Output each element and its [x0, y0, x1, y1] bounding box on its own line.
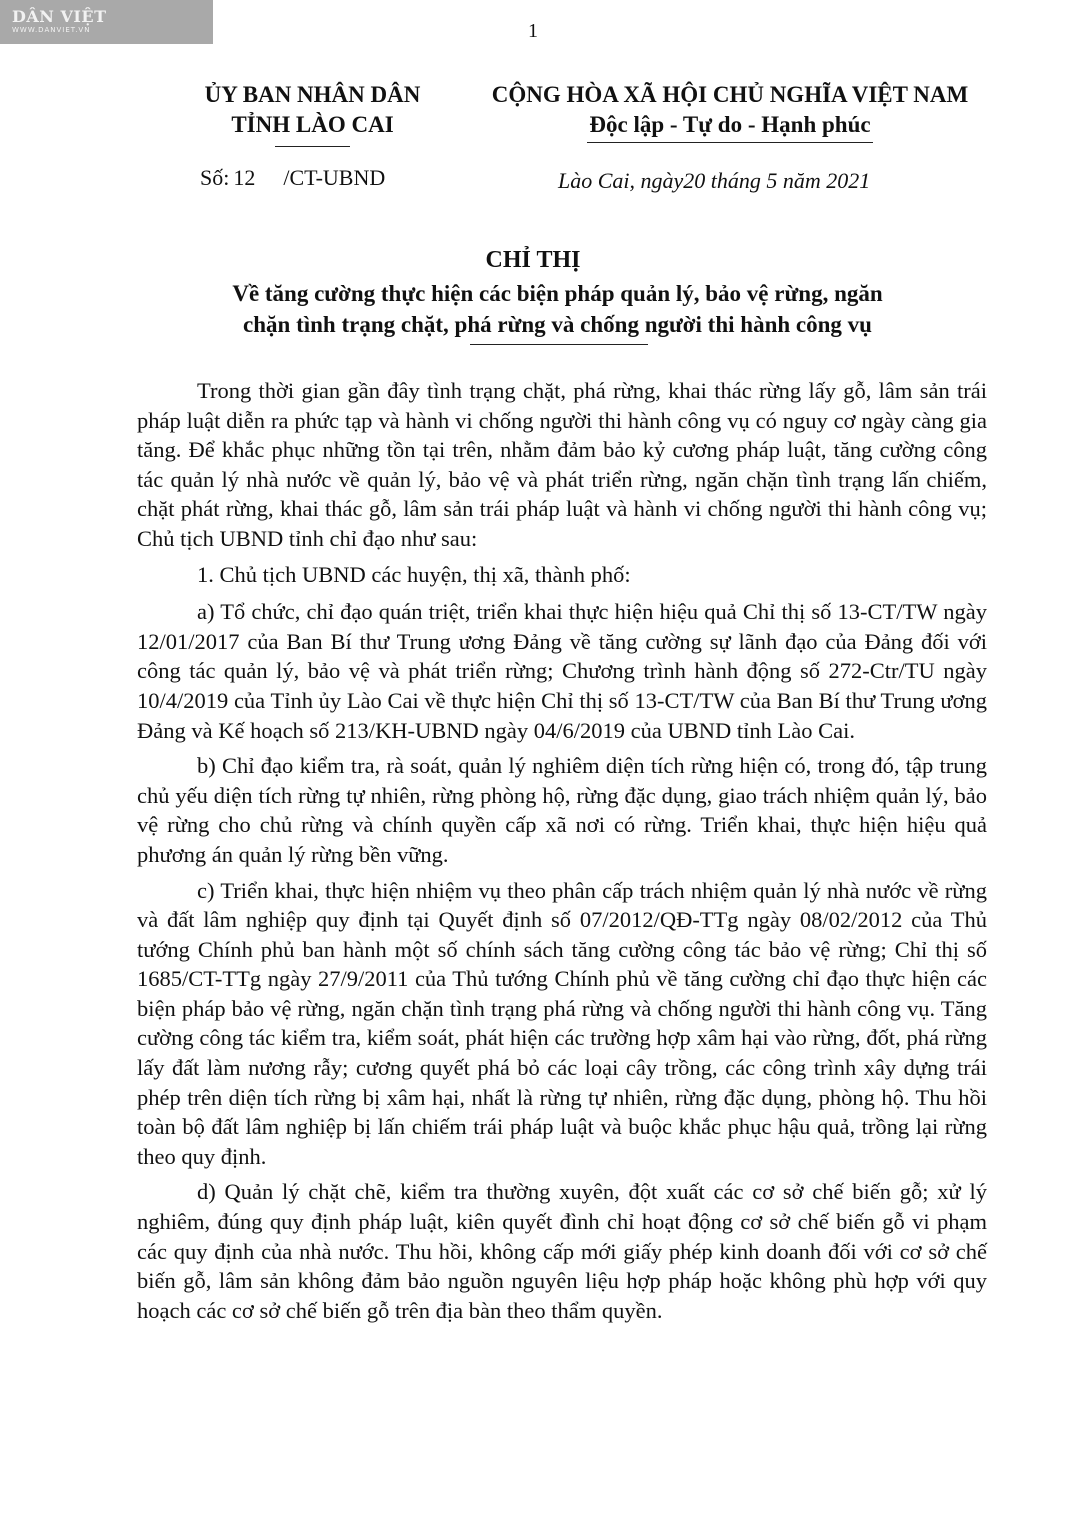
- subject-line2: chặn tình trạng chặt, phá rừng và chống người thi hành công vụ: [243, 312, 872, 337]
- country-name: CỘNG HÒA XÃ HỘI CHỦ NGHĨA VIỆT NAM: [491, 82, 969, 107]
- issuer-line1: ỦY BAN NHÂN DÂN: [204, 82, 421, 107]
- issuer-divider: [275, 146, 350, 147]
- document-number-prefix: Số:: [200, 165, 230, 190]
- national-header: [465, 80, 995, 143]
- national-motto: Độc lập - Tự do - Hạnh phúc: [587, 110, 872, 143]
- document-number-suffix: /CT-UBND: [283, 165, 386, 190]
- item-c-paragraph: c) Triển khai, thực hiện nhiệm vụ theo phân cấp trách nhiệm quản lý nhà nước về rừng và đất lâm nghiệp quy định tại Quyết định số 07/2012/QĐ-TTg ngày 08/02/2012 của Thủ tướng Chính phủ ban hành một số chính sách tăng cường công tác bảo vệ rừng; Chỉ thị số 1685/CT-TTg ngày 27/9/2011 của Thủ tướng Chính phủ về tăng cường chỉ đạo thực hiện các biện pháp bảo vệ rừng, ngăn chặn tình trạng phá rừng và chống người thi hành công vụ. Tăng cường công tác kiểm tra, kiểm soát, phát hiện các trường hợp xâm hại vào rừng, đốt, phá rừng lấy đất làm nương rẫy; cương quyết phá bỏ các loại cây trồng, các công trình xây dựng trái phép trên diện tích rừng bị xâm hại, nhất là rừng tự nhiên, rừng đặc dụng, phòng hộ. Thu hồi toàn bộ đất lâm nghiệp bị lấn chiếm trái pháp luật và buộc khắc phục hậu quả, trồng lại rừng theo quy định.: [137, 877, 987, 1169]
- document-number-value: 12: [233, 165, 256, 190]
- page-number: 1: [528, 20, 538, 42]
- intro-paragraph: Trong thời gian gần đây tình trạng chặt, phá rừng, khai thác rừng lấy gỗ, lâm sản trái pháp luật diễn ra phức tạp và hành vi chống người thi hành công vụ có nguy cơ ngày càng gia tăng. Để khắc phục những tồn tại trên, nhằm đảm bảo kỷ cương pháp luật, tăng cường công tác quản lý nhà nước về quản lý, bảo vệ và phát triển rừng, ngăn chặn tình trạng lấn chiếm, chặt phát rừng, khai thác gỗ, lâm sản trái pháp luật và hành vi chống người thi hành công vụ; Chủ tịch UBND tỉnh chỉ đạo như sau:: [137, 378, 987, 551]
- document-type: CHỈ THỊ: [485, 247, 581, 273]
- document-subject: [150, 278, 965, 340]
- item-b-paragraph: b) Chỉ đạo kiểm tra, rà soát, quản lý nghiêm diện tích rừng hiện có, trong đó, tập trung chủ yếu diện tích rừng tự nhiên, rừng phòng hộ, rừng đặc dụng, giao trách nhiệm quản lý, bảo vệ rừng cho chủ rừng và chính quyền cấp xã nơi có rừng. Triển khai, thực hiện hiệu quả phương án quản lý rừng bền vững.: [137, 753, 987, 867]
- item-d-paragraph: d) Quản lý chặt chẽ, kiểm tra thường xuyên, đột xuất các cơ sở chế biến gỗ; xử lý nghiêm, đúng quy định pháp luật, kiên quyết đình chỉ hoạt động cơ sở chế biến gỗ vi phạm các quy định của nhà nước. Thu hồi, không cấp mới giấy phép kinh doanh đối với cơ sở chế biến gỗ, lâm sản không đảm bảo nguồn nguyên liệu hợp pháp hoặc không phù hợp với quy hoạch các cơ sở chế biến gỗ trên địa bàn theo thẩm quyền.: [137, 1179, 987, 1323]
- issuer-block: [175, 80, 450, 147]
- section-1-heading: 1. Chủ tịch UBND các huyện, thị xã, thành phố:: [197, 561, 631, 587]
- watermark-logo-text: DÂN VIỆT: [12, 7, 107, 26]
- subject-divider: [470, 344, 648, 345]
- watermark-url: WWW.DANVIET.VN: [12, 26, 91, 34]
- document-body: [137, 376, 987, 1331]
- item-a-paragraph: a) Tổ chức, chỉ đạo quán triệt, triển khai thực hiện hiệu quả Chỉ thị số 13-CT/TW ngày 12/01/2017 của Ban Bí thư Trung ương Đảng về tăng cường sự lãnh đạo của Đảng đối với công tác quản lý, bảo vệ và phát triển rừng; Chương trình hành động số 272-Ctr/TU ngày 10/4/2019 của Tỉnh ủy Lào Cai về thực hiện Chỉ thị số 13-CT/TW của Ban Bí thư Trung ương Đảng và Kế hoạch số 213/KH-UBND ngày 04/6/2019 của UBND tỉnh Lào Cai.: [137, 599, 987, 743]
- document-date: Lào Cai, ngày20 tháng 5 năm 2021: [558, 168, 871, 193]
- issuer-line2: TỈNH LÀO CAI: [231, 112, 394, 137]
- subject-line1: Về tăng cường thực hiện các biện pháp quản lý, bảo vệ rừng, ngăn: [232, 281, 883, 306]
- document-number: [200, 165, 385, 191]
